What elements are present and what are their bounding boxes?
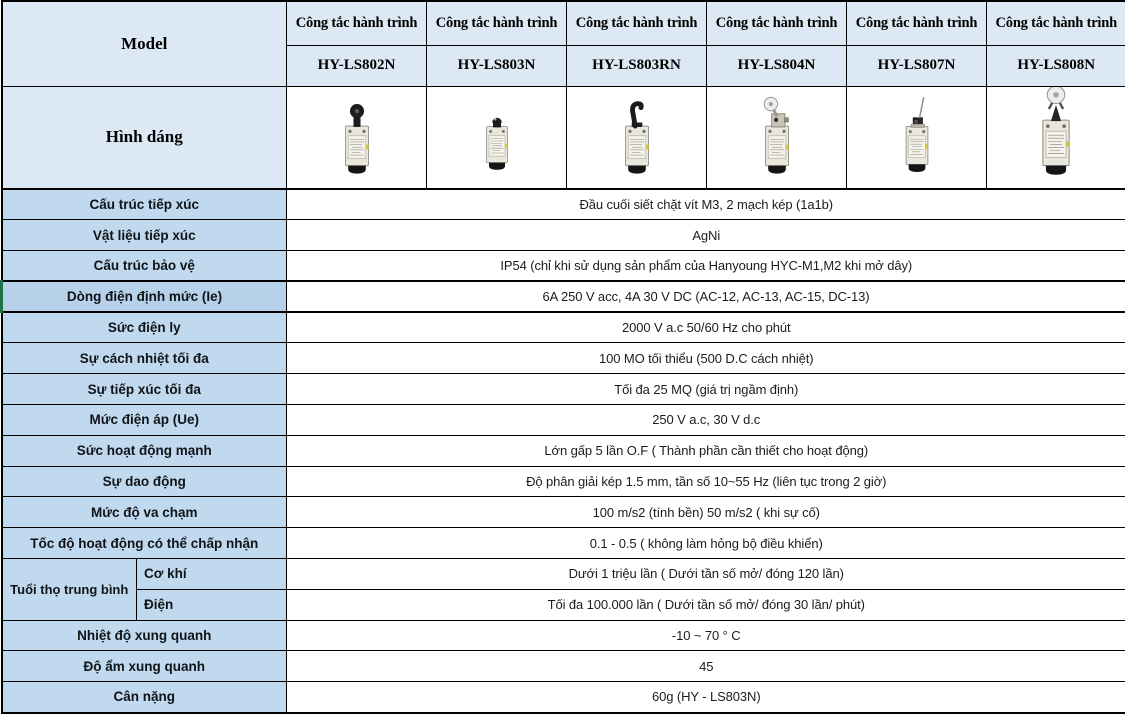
category-cell-5[interactable]: Công tắc hành trình: [847, 1, 987, 45]
model-header-cell[interactable]: Model: [2, 1, 287, 86]
spec-value[interactable]: Độ phân giải kép 1.5 mm, tần số 10~55 Hz (liên tục trong 2 giờ): [287, 466, 1125, 497]
shape-cell-hy-ls803n[interactable]: [427, 86, 567, 189]
spec-label[interactable]: Dòng điện định mức (Ie): [2, 281, 287, 312]
limit-switch-roller-plunger-icon: [313, 89, 401, 186]
spec-label[interactable]: Cấu trúc bảo vệ: [2, 251, 287, 282]
spec-value[interactable]: Tối đa 25 MQ (giá trị ngầm định): [287, 374, 1125, 405]
spec-row-ambient-temperature: [2, 620, 1125, 651]
spec-value[interactable]: IP54 (chỉ khi sử dụng sản phẩm của Hanyoung HYC-M1,M2 khi mở dây): [287, 251, 1125, 282]
limit-switch-roller-lever-icon: [733, 89, 821, 186]
shape-label-cell[interactable]: Hình dáng: [2, 86, 287, 189]
limit-switch-dome-plunger-icon: [457, 92, 537, 182]
spec-label[interactable]: Sự tiếp xúc tối đa: [2, 374, 287, 405]
spec-label[interactable]: Vật liệu tiếp xúc: [2, 220, 287, 251]
spec-value[interactable]: 2000 V a.c 50/60 Hz cho phút: [287, 312, 1125, 343]
category-cell-3[interactable]: Công tắc hành trình: [567, 1, 707, 45]
spec-value[interactable]: Dưới 1 triệu lần ( Dưới tần số mở/ đóng 120 lần): [287, 559, 1125, 590]
spec-row-vibration: [2, 466, 1125, 497]
spec-row-rated-voltage: [2, 405, 1125, 436]
spec-value[interactable]: 6A 250 V acc, 4A 30 V DC (AC-12, AC-13, AC-15, DC-13): [287, 281, 1125, 312]
spec-label[interactable]: Cấu trúc tiếp xúc: [2, 189, 287, 220]
model-name-cell-hy-ls802n[interactable]: HY-LS802N: [287, 45, 427, 86]
model-name-cell-hy-ls803rn[interactable]: HY-LS803RN: [567, 45, 707, 86]
spec-row-contact-resistance: [2, 374, 1125, 405]
spec-label[interactable]: Nhiệt độ xung quanh: [2, 620, 287, 651]
shape-cell-hy-ls808n[interactable]: [987, 86, 1125, 189]
spec-value[interactable]: 45: [287, 651, 1125, 682]
spec-label[interactable]: Mức độ va chạm: [2, 497, 287, 528]
spec-value[interactable]: 250 V a.c, 30 V d.c: [287, 405, 1125, 436]
spec-row-shock: [2, 497, 1125, 528]
spec-value[interactable]: 0.1 - 0.5 ( không làm hỏng bộ điều khiển): [287, 528, 1125, 559]
spec-label[interactable]: Sức điện ly: [2, 312, 287, 343]
shape-cell-hy-ls807n[interactable]: [847, 86, 987, 189]
shape-cell-hy-ls803rn[interactable]: [567, 86, 707, 189]
model-name-cell-hy-ls804n[interactable]: HY-LS804N: [707, 45, 847, 86]
category-cell-4[interactable]: Công tắc hành trình: [707, 1, 847, 45]
spec-label[interactable]: Sức hoạt động mạnh: [2, 435, 287, 466]
spec-row-lifetime-mechanical: [2, 559, 1125, 590]
shape-cell-hy-ls804n[interactable]: [707, 86, 847, 189]
spec-row-ambient-humidity: [2, 651, 1125, 682]
header-row-category: [2, 1, 1125, 45]
spec-row-insulation: [2, 343, 1125, 374]
spec-value[interactable]: Tối đa 100.000 lần ( Dưới tần số mở/ đóng 30 lần/ phút): [287, 589, 1125, 620]
shape-cell-hy-ls802n[interactable]: [287, 86, 427, 189]
spec-row-dielectric: [2, 312, 1125, 343]
spec-label[interactable]: Sự dao động: [2, 466, 287, 497]
spec-label[interactable]: Mức điện áp (Ue): [2, 405, 287, 436]
spec-label[interactable]: Tốc độ hoạt động có thể chấp nhận: [2, 528, 287, 559]
spec-value[interactable]: AgNi: [287, 220, 1125, 251]
spec-value[interactable]: Lớn gấp 5 lần O.F ( Thành phần cần thiết cho hoạt động): [287, 435, 1125, 466]
spec-value[interactable]: 60g (HY - LS803N): [287, 682, 1125, 713]
spec-row-contact-structure: [2, 189, 1125, 220]
model-name-cell-hy-ls808n[interactable]: HY-LS808N: [987, 45, 1125, 86]
model-name-cell-hy-ls807n[interactable]: HY-LS807N: [847, 45, 987, 86]
limit-switch-roller-lever-large-icon: [1010, 87, 1102, 187]
spec-row-protection: [2, 251, 1125, 282]
spec-label[interactable]: Độ ẩm xung quanh: [2, 651, 287, 682]
spec-label[interactable]: Sự cách nhiệt tối đa: [2, 343, 287, 374]
category-cell-6[interactable]: Công tắc hành trình: [987, 1, 1125, 45]
spec-value[interactable]: Đầu cuối siết chặt vít M3, 2 mạch kép (1a1b): [287, 189, 1125, 220]
model-name-cell-hy-ls803n[interactable]: HY-LS803N: [427, 45, 567, 86]
spec-row-lifetime-electrical: [2, 589, 1125, 620]
spec-value[interactable]: 100 m/s2 (tính bền) 50 m/s2 ( khi sự cố): [287, 497, 1125, 528]
spec-value[interactable]: -10 ~ 70 ° C: [287, 620, 1125, 651]
spec-row-contact-material: [2, 220, 1125, 251]
spec-row-operating-force: [2, 435, 1125, 466]
spec-row-operating-speed: [2, 528, 1125, 559]
lifetime-label[interactable]: Tuổi thọ trung bình: [2, 559, 137, 621]
lifetime-sublabel-electrical[interactable]: Điện: [137, 589, 287, 620]
spec-row-rated-current-selected: [2, 281, 1125, 312]
spec-value[interactable]: 100 MO tối thiểu (500 D.C cách nhiệt): [287, 343, 1125, 374]
spec-label[interactable]: Cân nặng: [2, 682, 287, 713]
shape-row: [2, 86, 1125, 189]
lifetime-sublabel-mechanical[interactable]: Cơ khí: [137, 559, 287, 590]
limit-switch-hinge-lever-icon: [593, 89, 681, 186]
limit-switch-wobble-rod-icon: [875, 90, 959, 185]
category-cell-1[interactable]: Công tắc hành trình: [287, 1, 427, 45]
category-cell-2[interactable]: Công tắc hành trình: [427, 1, 567, 45]
spec-row-weight: [2, 682, 1125, 713]
